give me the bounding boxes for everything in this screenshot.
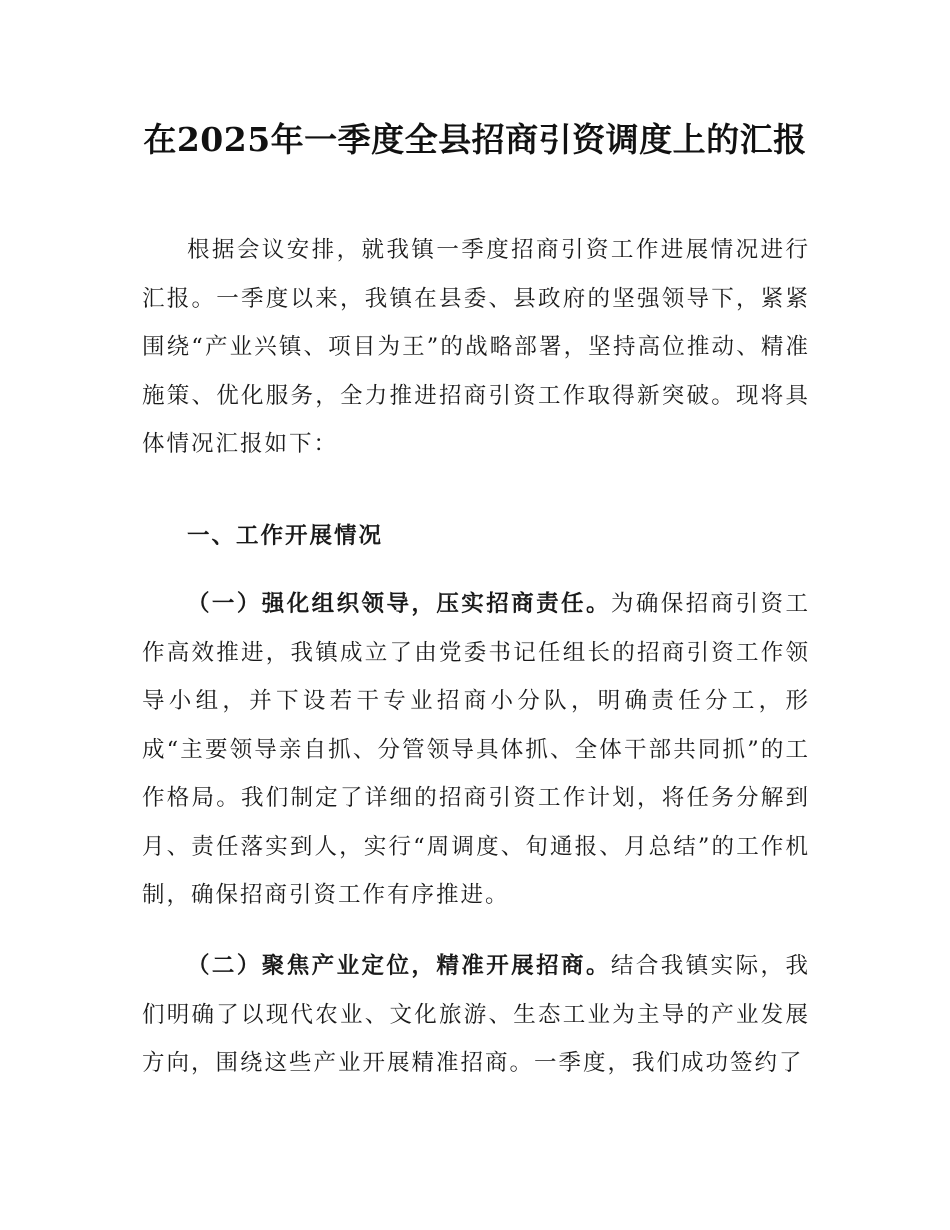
intro-paragraph: 根据会议安排，就我镇一季度招商引资工作进展情况进行汇报。一季度以来，我镇在县委、县政府的坚强领导下，紧紧围绕“产业兴镇、项目为王”的战略部署，坚持高位推动、精准施策、优化服务，全力推进招商引资工作取得新突破。现将具体情况汇报如下： <box>142 237 810 457</box>
subsection-paragraph-industry <box>142 942 810 1088</box>
subsection-text-industry: 结合我镇实际，我们明确了以现代农业、文化旅游、生态工业为主导的产业发展方向，围绕这些产业开展精准招商。一季度，我们成功签约了 <box>142 953 810 1076</box>
section-heading-work-progress: 一、工作开展情况 <box>187 523 384 549</box>
subsection-lead-industry: （二）聚焦产业定位，精准开展招商。 <box>187 953 611 979</box>
subsection-lead-organization: （一）强化组织领导，压实招商责任。 <box>187 591 611 617</box>
subsection-paragraph-organization <box>142 580 810 920</box>
document-title: 在2025年一季度全县招商引资调度上的汇报 <box>143 120 807 159</box>
subsection-text-organization: 为确保招商引资工作高效推进，我镇成立了由党委书记任组长的招商引资工作领导小组，并下设若干专业招商小分队，明确责任分工，形成“主要领导亲自抓、分管领导具体抓、全体干部共同抓”的工作格局。我们制定了详细的招商引资工作计划，将任务分解到月、责任落实到人，实行“周调度、旬通报、月总结”的工作机制，确保招商引资工作有序推进。 <box>142 591 810 908</box>
